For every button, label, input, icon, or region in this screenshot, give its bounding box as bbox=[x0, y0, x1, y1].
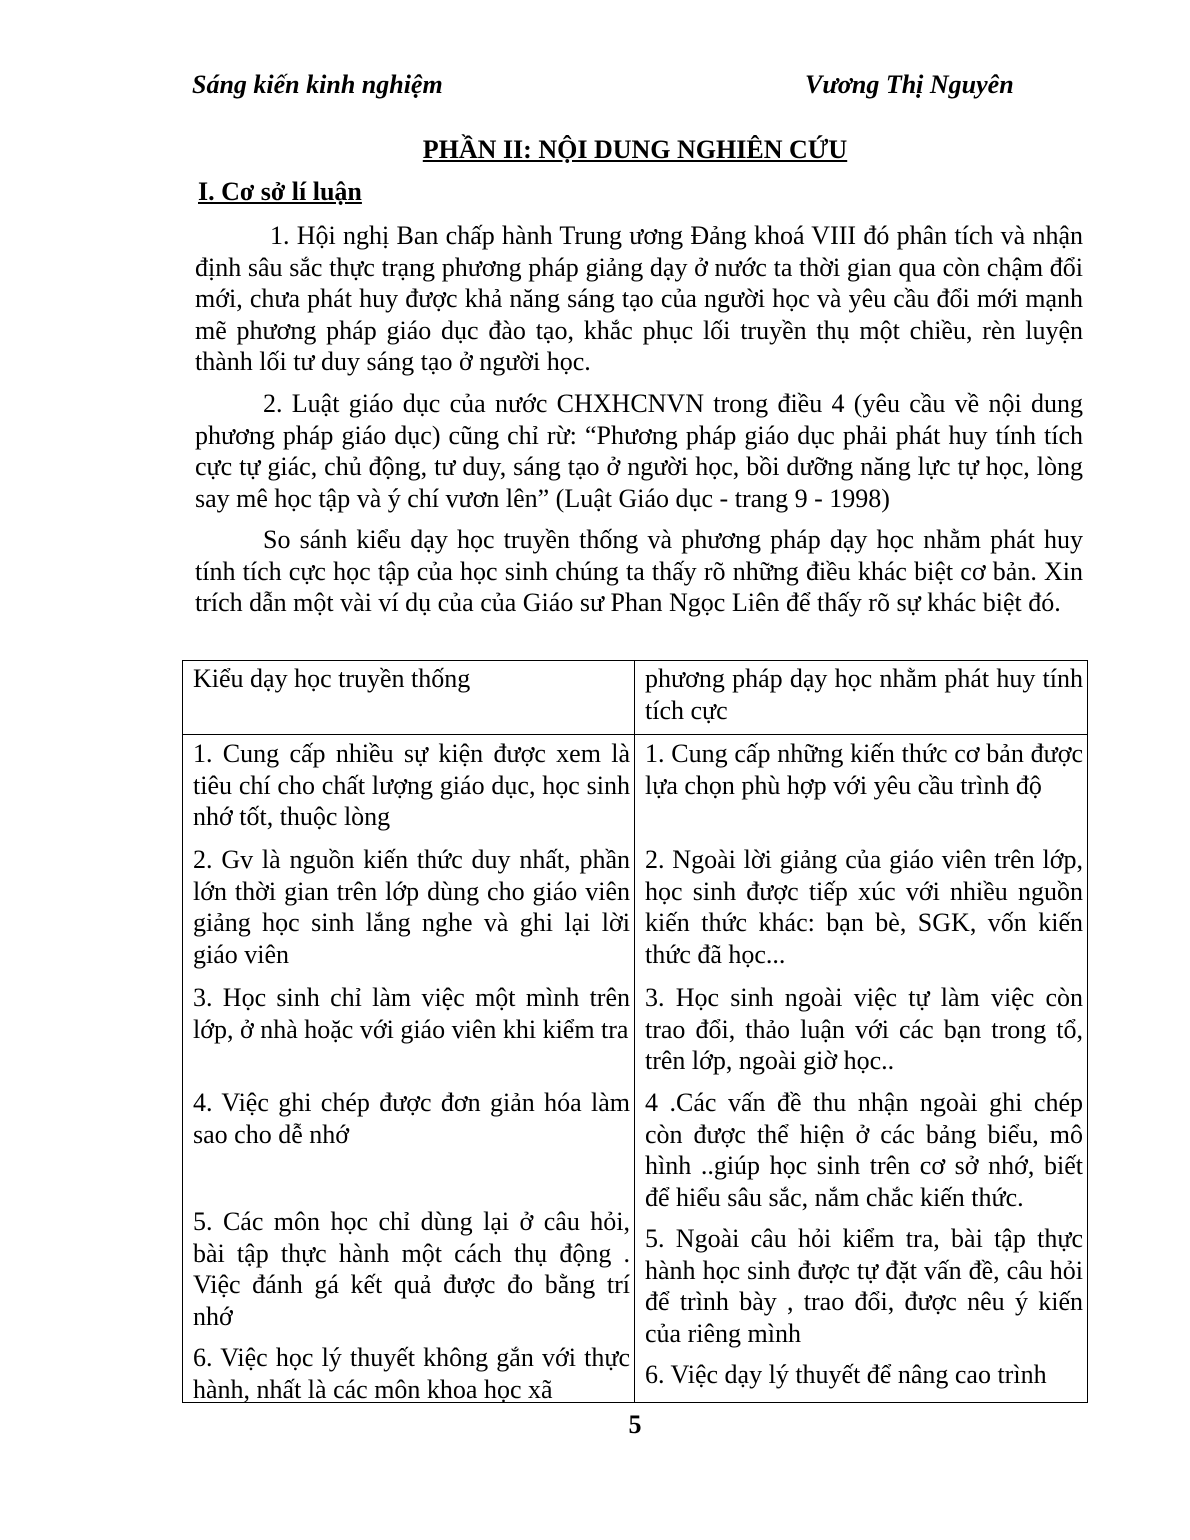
table-cell-right-6: 6. Việc dạy lý thuyết để nâng cao trình bbox=[645, 1360, 1047, 1389]
table-cell-left-3: 3. Học sinh chỉ làm việc một mình trên lớp, ở nhà hoặc với giáo viên khi kiểm tra bbox=[193, 983, 630, 1044]
table-cell-right-5: 5. Ngoài câu hỏi kiểm tra, bài tập thực hành học sinh được tự đặt vấn đề, câu hỏi để trình bày , trao đổi, được nêu ý kiến của riêng mình bbox=[645, 1224, 1083, 1348]
paragraph-3: So sánh kiểu dạy học truyền thống và phương pháp dạy học nhằm phát huy tính tích cực học tập của học sinh chúng ta thấy rõ những điều khác biệt cơ bản. Xin trích dẫn một vài ví dụ của của Giáo sư Phan Ngọc Liên để thấy rõ sự khác biệt đó. bbox=[195, 525, 1083, 617]
header-left-title: Sáng kiến kinh nghiệm bbox=[192, 70, 443, 99]
table-cell-left-4: 4. Việc ghi chép được đơn giản hóa làm sao cho dễ nhớ bbox=[193, 1088, 630, 1149]
part-title: PHẦN II: NỘI DUNG NGHIÊN CỨU bbox=[422, 135, 848, 164]
table-cell-right-1: 1. Cung cấp những kiến thức cơ bản được lựa chọn phù hợp với yêu cầu trình độ bbox=[645, 739, 1083, 800]
table-header-active: phương pháp dạy học nhằm phát huy tính tích cực bbox=[645, 664, 1083, 725]
table-cell-left-1: 1. Cung cấp nhiều sự kiện được xem là tiêu chí cho chất lượng giáo dục, học sinh nhớ tốt, thuộc lòng bbox=[193, 739, 630, 831]
table-cell-right-4: 4 .Các vấn đề thu nhận ngoài ghi chép còn được thể hiện ở các bảng biểu, mô hình ..giúp học sinh trên cơ sở nhớ, biết để hiểu sâu sắc, nắm chắc kiến thức. bbox=[645, 1088, 1083, 1212]
table-cell-right-3: 3. Học sinh ngoài việc tự làm việc còn trao đổi, thảo luận với các bạn trong tổ, trên lớp, ngoài giờ học.. bbox=[645, 983, 1083, 1075]
header-row-divider bbox=[183, 734, 1087, 735]
section-title: I. Cơ sở lí luận bbox=[198, 177, 362, 206]
header-author: Vương Thị Nguyên bbox=[805, 70, 1014, 99]
table-cell-right-2: 2. Ngoài lời giảng của giáo viên trên lớp, học sinh được tiếp xúc với nhiều nguồn kiến thức khác: bạn bè, SGK, vốn kiến thức đã học... bbox=[645, 845, 1083, 969]
comparison-table bbox=[182, 660, 1088, 1403]
table-cell-left-6: 6. Việc học lý thuyết không gắn với thực hành, nhất là các môn khoa học xã bbox=[193, 1343, 630, 1403]
table-header-traditional: Kiểu dạy học truyền thống bbox=[193, 664, 471, 693]
table-cell-left-5: 5. Các môn học chỉ dùng lại ở câu hỏi, bài tập thực hành một cách thụ động . Việc đánh gá kết quả được đo bằng trí nhớ bbox=[193, 1207, 630, 1331]
table-cell-left-2: 2. Gv là nguồn kiến thức duy nhất, phần lớn thời gian trên lớp dùng cho giáo viên giảng học sinh lắng nghe và ghi lại lời giáo viên bbox=[193, 845, 630, 969]
paragraph-1: 1. Hội nghị Ban chấp hành Trung ương Đảng khoá VIII đó phân tích và nhận định sâu sắc thực trạng phương pháp giảng dạy ở nước ta thời gian qua còn chậm đổi mới, chưa phát huy được khả năng sáng tạo của người học và yêu cầu đổi mới mạnh mẽ phương pháp giáo dục đào tạo, khắc phục lối truyền thụ một chiều, rèn luyện thành lối tư duy sáng tạo ở người học. bbox=[195, 221, 1083, 376]
paragraph-2: 2. Luật giáo dục của nước CHXHCNVN trong điều 4 (yêu cầu về nội dung phương pháp giáo dục) cũng chỉ rừ: “Phương pháp giáo dục phải phát huy tính tích cực tự giác, chủ động, tư duy, sáng tạo ở người học, bồi dưỡng năng lực tự học, lòng say mê học tập và ý chí vươn lên” (Luật Giáo dục - trang 9 - 1998) bbox=[195, 389, 1083, 513]
page-number: 5 bbox=[628, 1410, 642, 1439]
column-divider bbox=[634, 661, 635, 1402]
